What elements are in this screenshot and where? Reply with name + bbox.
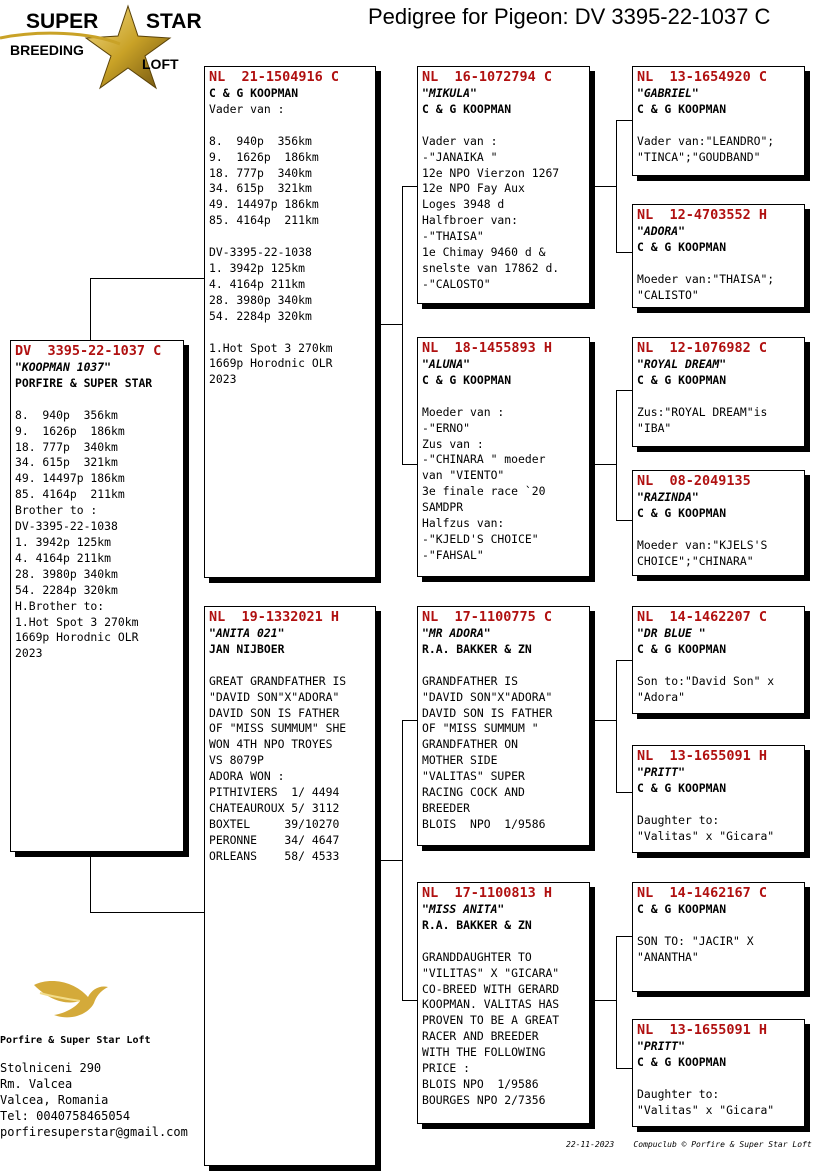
pigeon-name: "MR ADORA"	[422, 626, 491, 640]
connector	[616, 390, 632, 391]
connector	[616, 520, 632, 521]
loft-address: Stolniceni 290 Rm. Valcea Valcea, Romania Tel: 0040758465054 porfiresuperstar@gmail.com	[0, 1061, 188, 1139]
connector	[402, 1000, 417, 1001]
ring-number: NL 12-4703552 H	[637, 207, 768, 223]
pigeon-name: "MIKULA"	[422, 86, 477, 100]
pigeon-name: "KOOPMAN 1037"	[15, 360, 112, 374]
breeder: C & G KOOPMAN	[422, 101, 512, 116]
footer: 22-11-2023 Compuclub © Porfire & Super Star Loft	[566, 1140, 812, 1149]
connector	[616, 390, 617, 520]
bird-logo-icon	[30, 975, 110, 1025]
card-text: GRANDFATHER IS "DAVID SON"X"ADORA" DAVID SON IS FATHER OF "MISS SUMMUM " GRANDFATHER ON MOTHER SIDE "VALITAS" SUPER RACING COCK AND BREEDER BLOIS NPO 1/9586	[422, 673, 553, 831]
sss-card[interactable]	[632, 66, 805, 176]
pigeon-name: "RAZINDA"	[637, 490, 699, 504]
breeder: C & G KOOPMAN	[637, 780, 727, 795]
ring-number: NL 14-1462207 C	[637, 609, 768, 625]
logo	[0, 0, 205, 92]
connector	[376, 324, 402, 325]
ring-number: NL 08-2049135	[637, 473, 751, 489]
pigeon-name: "ROYAL DREAM"	[637, 357, 727, 371]
connector	[90, 278, 204, 279]
subject-card[interactable]	[10, 340, 184, 852]
connector	[616, 936, 617, 1068]
breeder: C & G KOOPMAN	[637, 902, 727, 916]
card-text: GRANDDAUGHTER TO "VILITAS" X "GICARA" CO-BREED WITH GERARD KOOPMAN. VALITAS HAS PROVEN TO BE A GREAT RACER AND BREEDER WITH THE FOLLOWING PRICE : BLOIS NPO 1/9586 BOURGES NPO 2/7356	[422, 949, 560, 1107]
ring-number: NL 17-1100813 H	[422, 885, 553, 901]
connector	[616, 792, 632, 793]
breeder: C & G KOOPMAN	[637, 505, 727, 520]
pigeon-name: "ADORA"	[637, 224, 686, 238]
pigeon-name: "GABRIEL"	[637, 86, 699, 100]
ring-number: NL 13-1655091 H	[637, 748, 768, 764]
connector	[616, 252, 632, 253]
pigeon-name: "ALUNA"	[422, 357, 471, 371]
connector	[616, 660, 617, 792]
connector	[90, 856, 91, 912]
connector	[590, 1000, 616, 1001]
connector	[402, 720, 417, 721]
breeder: PORFIRE & SUPER STAR	[15, 375, 153, 390]
connector	[402, 720, 403, 1000]
connector	[616, 120, 617, 252]
card-text: Daughter to: "Valitas" x "Gicara"	[637, 1086, 775, 1117]
connector	[590, 464, 616, 465]
card-text: Son to:"David Son" x "Adora"	[637, 673, 775, 704]
ring-number: NL 18-1455893 H	[422, 340, 553, 356]
dsd-card[interactable]	[632, 745, 805, 853]
connector	[616, 120, 632, 121]
card-text: Zus:"ROYAL DREAM"is "IBA"	[637, 404, 768, 435]
ddd-card[interactable]	[632, 1019, 805, 1127]
logo-word-star: STAR	[146, 10, 202, 33]
ring-number: NL 12-1076982 C	[637, 340, 768, 356]
pigeon-name: "DR BLUE "	[637, 626, 706, 640]
sds-card[interactable]	[632, 337, 805, 447]
connector	[402, 186, 417, 187]
breeder: C & G KOOPMAN	[637, 239, 727, 254]
pigeon-name: "ANITA 021"	[209, 626, 285, 640]
ring-number: NL 13-1655091 H	[637, 1022, 768, 1038]
logo-word-breeding: BREEDING	[10, 42, 84, 58]
dss-card[interactable]	[632, 606, 805, 714]
card-text: Daughter to: "Valitas" x "Gicara"	[637, 812, 775, 843]
loft-name: Porfire & Super Star Loft	[0, 1035, 151, 1046]
connector	[616, 936, 632, 937]
logo-word-loft: LOFT	[142, 56, 179, 72]
dam-sire-card[interactable]	[417, 606, 590, 846]
breeder: R.A. BAKKER & ZN	[422, 641, 532, 656]
dam-card[interactable]	[204, 606, 376, 1166]
card-text: Moeder van : -"ERNO" Zus van : -"CHINARA " moeder van "VIENTO" 3e finale race `20 SAMDPR Halfzus van: -"KJELD'S CHOICE" -"FAHSAL"	[422, 404, 546, 562]
connector	[376, 860, 402, 861]
connector	[90, 912, 204, 913]
card-text: Moeder van:"THAISA"; "CALISTO"	[637, 271, 775, 302]
sire-sire-card[interactable]	[417, 66, 590, 304]
pigeon-name: "PRITT"	[637, 1039, 686, 1053]
ring-number: NL 21-1504916 C	[209, 69, 340, 85]
card-text: SON TO: "JACIR" X "ANANTHA"	[637, 933, 754, 964]
breeder: C & G KOOPMAN	[637, 372, 727, 387]
pigeon-name: "PRITT"	[637, 765, 686, 779]
logo-word-super: SUPER	[26, 10, 99, 33]
ring-number: NL 13-1654920 C	[637, 69, 768, 85]
connector	[590, 720, 616, 721]
sdd-card[interactable]	[632, 470, 805, 576]
card-text: GREAT GRANDFATHER IS "DAVID SON"X"ADORA" DAVID SON IS FATHER OF "MISS SUMMUM" SHE WON 4TH NPO TROYES VS 8079P ADORA WON : PITHIVIERS 1/ 4494 CHATEAUROUX 5/ 3112 BOXTEL 39/10270 PERONNE 34/ 4647 ORLEANS 58/ 4533	[209, 673, 347, 863]
ring-number: DV 3395-22-1037 C	[15, 343, 162, 359]
ring-number: NL 14-1462167 C	[637, 885, 768, 901]
breeder: C & G KOOPMAN	[637, 1054, 727, 1069]
breeder: C & G KOOPMAN	[637, 641, 727, 656]
page-title: Pedigree for Pigeon: DV 3395-22-1037 C	[368, 4, 771, 29]
connector	[402, 464, 417, 465]
ring-number: NL 16-1072794 C	[422, 69, 553, 85]
ring-number: NL 17-1100775 C	[422, 609, 553, 625]
ssd-card[interactable]	[632, 204, 805, 308]
dam-dam-card[interactable]	[417, 882, 590, 1124]
card-text: 8. 940p 356km 9. 1626p 186km 18. 777p 340km 34. 615p 321km 49. 14497p 186km 85. 4164p 211km Brother to : DV-3395-22-1038 1. 3942p 125km 4. 4164p 211km 28. 3980p 340km 54. 2284p 320km H.Brother to: 1.Hot Spot 3 270km 1669p Horodnic OLR 2023	[15, 407, 139, 661]
breeder: R.A. BAKKER & ZN	[422, 917, 532, 932]
breeder: C & G KOOPMAN	[637, 101, 727, 116]
dds-card[interactable]	[632, 882, 805, 992]
card-text: Moeder van:"KJELS'S CHOICE";"CHINARA"	[637, 537, 768, 568]
breeder: JAN NIJBOER	[209, 641, 285, 656]
card-text: Vader van:"LEANDRO"; "TINCA";"GOUDBAND"	[637, 133, 775, 164]
breeder: C & G KOOPMAN	[422, 372, 512, 387]
card-text: Vader van : 8. 940p 356km 9. 1626p 186km 18. 777p 340km 34. 615p 321km 49. 14497p 186km 85. 4164p 211km DV-3395-22-1038 1. 3942p 125km 4. 4164p 211km 28. 3980p 340km 54. 2284p 320km 1.Hot Spot 3 270km 1669p Horodnic OLR 2023	[209, 101, 333, 387]
connector	[616, 660, 632, 661]
breeder: C & G KOOPMAN	[209, 86, 299, 100]
sire-dam-card[interactable]	[417, 337, 590, 577]
connector	[402, 186, 403, 464]
card-text: Vader van : -"JANAIKA " 12e NPO Vierzon 1267 12e NPO Fay Aux Loges 3948 d Halfbroer van: -"THAISA" 1e Chimay 9460 d & snelste van 17862 d. -"CALOSTO"	[422, 133, 560, 291]
pigeon-name: "MISS ANITA"	[422, 902, 505, 916]
ring-number: NL 19-1332021 H	[209, 609, 340, 625]
connector	[616, 1068, 632, 1069]
connector	[590, 186, 616, 187]
sire-card[interactable]	[204, 66, 376, 578]
connector	[90, 278, 91, 340]
